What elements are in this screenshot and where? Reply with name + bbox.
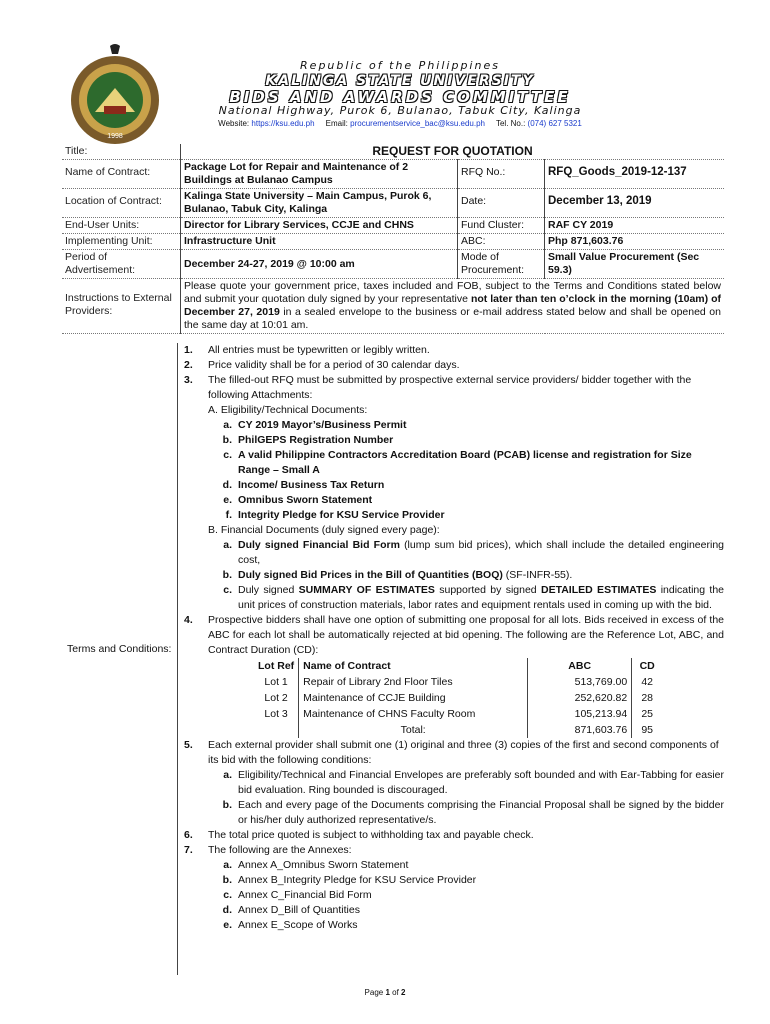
page-prefix: Page	[364, 988, 386, 997]
table-row	[254, 674, 662, 690]
annex-item: c. Annex C_Financial Bid Form	[223, 889, 372, 901]
committee-name: BIDS AND AWARDS COMMITTEE	[229, 88, 571, 106]
lot-name: Maintenance of CHNS Faculty Room	[299, 706, 528, 722]
date-value: December 13, 2019	[548, 195, 652, 207]
eligibility-item: a. CY 2019 Mayor’s/Business Permit	[223, 419, 407, 431]
term-text: Each external provider shall submit one (1) original and three (3) copies of the first and second components of its bid with the following conditions:	[208, 739, 719, 766]
condition-text: Each and every page of the Documents comprising the Financial Proposal shall be signed by the bidder or his/her duly authorized representative/s.	[238, 799, 724, 826]
university-name: KALINGA STATE UNIVERSITY	[265, 73, 535, 89]
terms-divider	[177, 343, 178, 975]
eligibility-text: Omnibus Sworn Statement	[238, 494, 373, 506]
page-total: 2	[401, 988, 406, 997]
financial-text: indicating the unit prices of construction materials, labor rates and equipment rentals used in coming up with the bid.	[238, 584, 725, 611]
eligibility-text: PhilGEPS Registration Number	[238, 434, 394, 446]
lot-abc: 105,213.94	[528, 706, 632, 722]
term-item: 4. Prospective bidders shall have one option of submitting one proposal for all lots. Bids received in excess of the ABC for each lot shall be automatically rejected at bid opening. The following are the Reference Lot, ABC, and Contract Duration (CD):	[184, 614, 724, 656]
website-label: Website:	[218, 119, 250, 128]
lots-header-ref: Lot Ref	[254, 658, 299, 674]
tel-number: (074) 627 5321	[527, 119, 582, 128]
impl-value: Infrastructure Unit	[181, 234, 458, 250]
page-number: 1	[385, 988, 390, 997]
financial-list	[184, 538, 724, 613]
page-footer	[0, 988, 770, 997]
condition-item: b. Each and every page of the Documents comprising the Financial Proposal shall be signed by the bidder or his/her duly authorized representative/s.	[222, 799, 724, 826]
period-label: Period of Advertisement:	[62, 250, 181, 279]
lot-cd: 28	[641, 692, 654, 704]
instructions-text	[181, 279, 725, 334]
eligibility-item: b. PhilGEPS Registration Number	[222, 434, 394, 446]
financial-bold: SUMMARY OF ESTIMATES	[298, 584, 435, 596]
annex-item: d. Annex D_Bill of Quantities	[222, 904, 360, 916]
table-row-total	[254, 722, 662, 738]
term-item: 3. The filled-out RFQ must be submitted by prospective external service providers/ bidder together with the following Attachments:	[184, 373, 724, 403]
contract-value: Package Lot for Repair and Maintenance of 2 Buildings at Bulanao Campus	[181, 160, 458, 189]
financial-text: Duly signed	[238, 584, 299, 596]
financial-text: (lump sum bid prices), which shall include the detailed engineering cost,	[238, 539, 724, 566]
eligibility-text: A valid Philippine Contractors Accreditation Board (PCAB) license and registration for Size Range – Small A	[238, 449, 692, 476]
table-row	[254, 690, 662, 706]
eligibility-list	[184, 418, 724, 523]
term-text: All entries must be typewritten or legibly written.	[208, 344, 430, 356]
condition-item: a. Eligibility/Technical and Financial Envelopes are preferably soft bounded and with Ear-Tabbing for easier bid evaluation. Ring bounded is discouraged.	[223, 769, 724, 796]
document-title: REQUEST FOR QUOTATION	[372, 144, 533, 158]
lot-ref: Lot 2	[254, 690, 299, 706]
logo-year: 1998	[107, 133, 123, 140]
term-text: The following are the Annexes:	[208, 844, 352, 856]
annex-item: a. Annex A_Omnibus Sworn Statement	[223, 859, 409, 871]
annex-text: Annex C_Financial Bid Form	[238, 889, 372, 901]
conditions-list	[184, 768, 724, 828]
rfq-value: RFQ_Goods_2019-12-137	[548, 166, 687, 178]
email-label: Email:	[325, 119, 348, 128]
eligibility-text: Income/ Business Tax Return	[238, 479, 385, 491]
annex-item: e. Annex E_Scope of Works	[223, 919, 358, 931]
lots-header-abc: ABC	[528, 658, 632, 674]
lots-table	[254, 658, 662, 738]
table-row	[254, 706, 662, 722]
lot-cd: 42	[641, 676, 654, 688]
location-value: Kalinga State University – Main Campus, Purok 6, Bulanao, Tabuk City, Kalinga	[181, 189, 458, 218]
abc-value: Php 871,603.76	[548, 235, 624, 247]
terms-label: Terms and Conditions:	[67, 643, 172, 655]
annex-item: b. Annex B_Integrity Pledge for KSU Service Provider	[222, 874, 477, 886]
annex-text: Annex A_Omnibus Sworn Statement	[238, 859, 409, 871]
term-text: The total price quoted is subject to withholding tax and payable check.	[208, 829, 534, 841]
term-item: 5. Each external provider shall submit one (1) original and three (3) copies of the first and second components of its bid with the following conditions:	[184, 738, 724, 768]
fund-label: Fund Cluster:	[458, 218, 545, 234]
lots-total-abc: 871,603.76	[528, 722, 632, 738]
email-link[interactable]: procurementservice_bac@ksu.edu.ph	[350, 119, 485, 128]
lot-ref: Lot 3	[254, 706, 299, 722]
term-text: Price validity shall be for a period of 30 calendar days.	[208, 359, 460, 371]
lot-ref: Lot 1	[254, 674, 299, 690]
contract-label: Name of Contract:	[62, 160, 181, 189]
rfq-label: RFQ No.:	[458, 160, 545, 189]
financial-bold: DETAILED ESTIMATES	[541, 584, 657, 596]
financial-item: c. Duly signed SUMMARY OF ESTIMATES supported by signed DETAILED ESTIMATES indicating the unit prices of construction materials, labor rates and equipment rentals used in coming up with the bid.	[223, 584, 725, 611]
eligibility-item: c. A valid Philippine Contractors Accreditation Board (PCAB) license and registration for Size Range – Small A	[208, 448, 724, 478]
term-item: 6. The total price quoted is subject to withholding tax and payable check.	[184, 829, 534, 841]
enduser-label: End-User Units:	[62, 218, 181, 234]
lots-header-name: Name of Contract	[299, 658, 528, 674]
financial-bold: Duly signed Bid Prices in the Bill of Quantities (BOQ)	[238, 569, 503, 581]
eligibility-item: d. Income/ Business Tax Return	[222, 479, 385, 491]
abc-label: ABC:	[458, 234, 545, 250]
financial-text: supported by signed	[434, 584, 541, 596]
financial-bold: Duly signed Financial Bid Form	[238, 539, 400, 551]
website-link[interactable]: https://ksu.edu.ph	[251, 119, 315, 128]
annex-text: Annex D_Bill of Quantities	[238, 904, 360, 916]
eligibility-item: f. Integrity Pledge for KSU Service Provider	[225, 509, 445, 521]
financial-heading: B. Financial Documents (duly signed every page):	[208, 524, 440, 536]
location-label: Location of Contract:	[62, 189, 181, 218]
address: National Highway, Purok 6, Bulanao, Tabuk City, Kalinga	[218, 104, 582, 117]
annex-text: Annex B_Integrity Pledge for KSU Service Provider	[238, 874, 477, 886]
date-label: Date:	[458, 189, 545, 218]
eligibility-heading: A. Eligibility/Technical Documents:	[208, 404, 368, 416]
enduser-value: Director for Library Services, CCJE and CHNS	[181, 218, 458, 234]
eligibility-text: Integrity Pledge for KSU Service Provider	[238, 509, 445, 521]
term-text: Prospective bidders shall have one option of submitting one proposal for all lots. Bids received in excess of the ABC for each lot shall be automatically rejected at bid opening. The following are the Reference Lot, ABC, and Contract Duration (CD):	[208, 614, 724, 656]
financial-item: b. Duly signed Bid Prices in the Bill of Quantities (BOQ) (SF-INFR-55).	[222, 569, 573, 581]
rfq-info-table	[62, 144, 724, 334]
period-value: December 24-27, 2019 @ 10:00 am	[181, 250, 458, 279]
lot-name: Repair of Library 2nd Floor Tiles	[299, 674, 528, 690]
annex-list	[184, 858, 724, 933]
term-item: 1. All entries must be typewritten or legibly written.	[184, 344, 430, 356]
title-label: Title:	[62, 144, 181, 160]
terms-list	[184, 343, 724, 933]
republic-line: Republic of the Philippines	[300, 59, 500, 72]
lot-abc: 252,620.82	[528, 690, 632, 706]
eligibility-text: CY 2019 Mayor’s/Business Permit	[238, 419, 407, 431]
tel-label: Tel. No.:	[495, 119, 526, 128]
condition-text: Eligibility/Technical and Financial Envelopes are preferably soft bounded and with Ear-Tabbing for easier bid evaluation. Ring bounded is discouraged.	[238, 769, 724, 796]
annex-text: Annex E_Scope of Works	[238, 919, 358, 931]
term-item: 7. The following are the Annexes:	[184, 844, 352, 856]
instr-deadline: not later than ten o’clock in the morning (10am) of December 27, 2019	[184, 293, 721, 318]
lots-total-label: Total:	[299, 722, 528, 738]
mode-value: Small Value Procurement (Sec 59.3)	[548, 251, 700, 276]
term-text: The filled-out RFQ must be submitted by prospective external service providers/ bidder together with the following Attachments:	[208, 374, 692, 401]
impl-label: Implementing Unit:	[62, 234, 181, 250]
page-of: of	[389, 988, 402, 997]
contact-line	[100, 119, 700, 128]
instr-label: Instructions to External Providers:	[62, 279, 181, 334]
mode-label: Mode of Procurement:	[458, 250, 545, 279]
eligibility-item: e. Omnibus Sworn Statement	[223, 494, 373, 506]
lot-name: Maintenance of CCJE Building	[299, 690, 528, 706]
lots-header-cd: CD	[639, 660, 655, 672]
lot-cd: 25	[641, 708, 654, 720]
financial-text: (SF-INFR-55).	[502, 569, 573, 581]
term-item: 2. Price validity shall be for a period of 30 calendar days.	[184, 359, 460, 371]
fund-value: RAF CY 2019	[548, 219, 614, 231]
lots-total-cd: 95	[641, 724, 654, 736]
financial-item: a. Duly signed Financial Bid Form (lump sum bid prices), which shall include the detailed engineering cost,	[223, 539, 724, 566]
instr-part-1: Please quote your government price, taxes included and FOB, subject to the Terms and Conditions stated below and submit your quotation duly signed by your representative	[184, 280, 721, 305]
lot-abc: 513,769.00	[528, 674, 632, 690]
instr-part-3: in a sealed envelope to the business or e-mail address stated below and shall be opened on the same day at 10:01 am.	[184, 306, 721, 331]
